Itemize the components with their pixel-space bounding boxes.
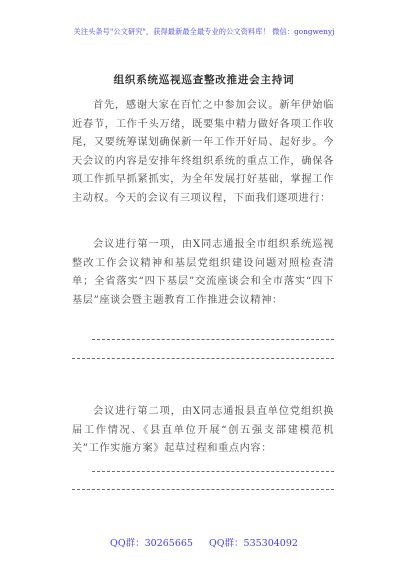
paragraph-agenda-item-2: 会议进行第二项，由X同志通报县直单位党组织换届工作情况、《县直单位开展“创五强支部建模范机关”工作实施方案》起草过程和重点内容： [72, 406, 334, 455]
top-banner-text: 关注头条号"公文研究"，获得最新最全最专业的公文资料库！ 微信：gongwenyj [73, 27, 335, 36]
blank-fill-line [72, 489, 334, 490]
footer-qq-group-2: QQ群：535304092 [208, 538, 298, 549]
document-title: 组织系统巡视巡查整改推进会主持词 [113, 74, 295, 86]
paragraph-agenda-item-1: 会议进行第一项，由X同志通报全市组织系统巡视整改工作会议精神和基层党组织建设问题对照检查清单；全省落实“四下基层”交流座谈会和全市落实“四下基层”座谈会暨主题教育工作推进会议精神： [72, 239, 334, 306]
footer-qq-group-1: QQ群：30265665 [110, 538, 193, 549]
paragraph-opening: 首先，感谢大家在百忙之中参加会议。新年伊始临近春节，工作千头万绪，既要集中精力做好各项工作收尾，又要统筹谋划确保新一年工作开好局、起好步。今天会议的内容是安排年终组织系统的重点工作，确保各项工作抓早抓紧抓实，为全年发展打好基础，掌握工作主动权。今天的会议有三项议程，下面我们逐项进行： [72, 100, 334, 204]
blank-fill-line [72, 358, 334, 359]
footer-qq-groups [0, 535, 408, 549]
blank-fill-line [92, 471, 334, 472]
blank-fill-line [92, 339, 334, 340]
